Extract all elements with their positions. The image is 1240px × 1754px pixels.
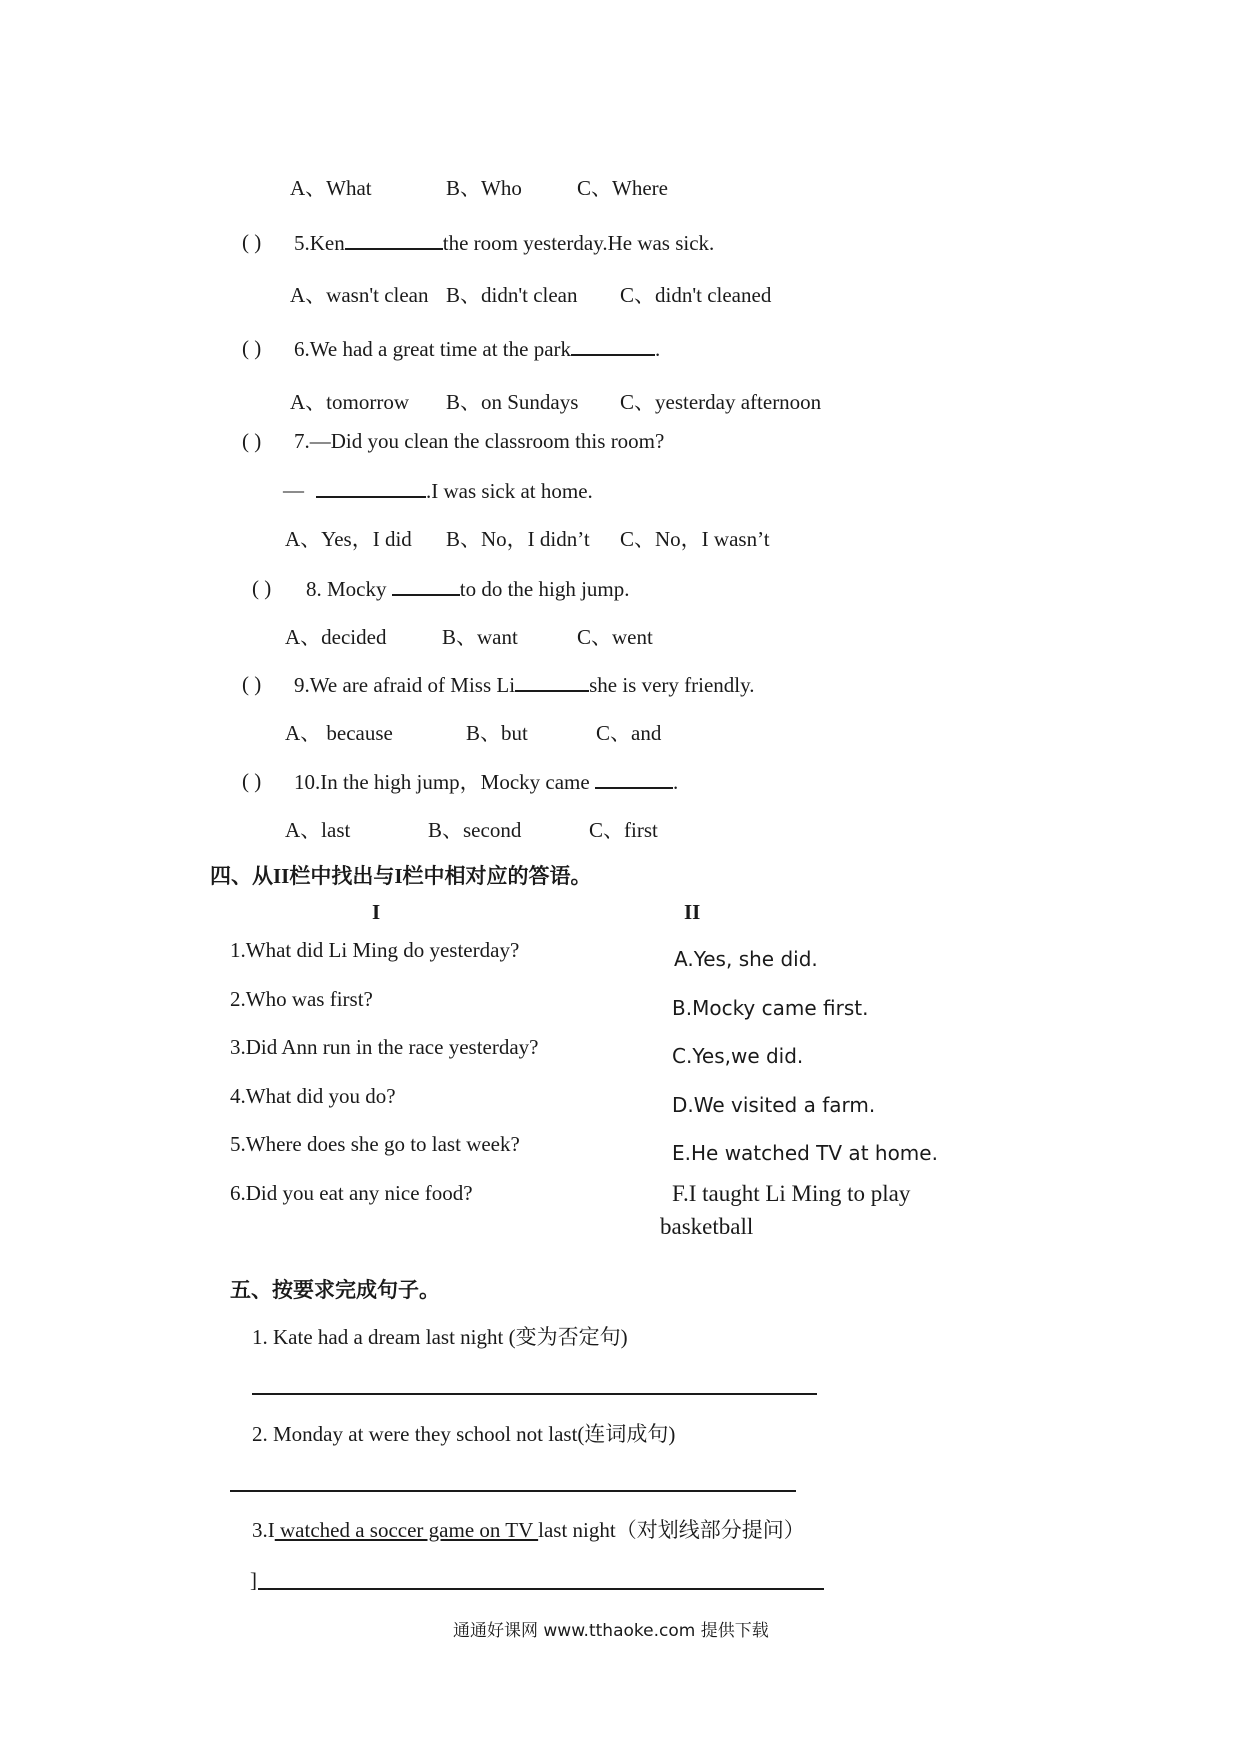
column-2-header: II [684,900,701,924]
q5-option-a: A、wasn't clean [290,283,429,307]
question-2: 2.Who was first? [230,987,373,1011]
question-5: 5.Where does she go to last week? [230,1132,520,1156]
question-3: 3.Did Ann run in the race yesterday? [230,1035,539,1059]
question-4: 4.What did you do? [230,1084,396,1108]
q10-option-b: B、second [428,818,522,842]
q7-option-c: C、No，I wasn’t [620,527,770,551]
sentence-1: 1. Kate had a dream last night (变为否定句) [252,1325,628,1349]
q6-option-a: A、tomorrow [290,390,409,414]
q9-option-b: B、but [466,721,528,745]
q7-option-a: A、Yes，I did [285,527,412,551]
section4-heading: 四、从II栏中找出与I栏中相对应的答语。 [210,864,592,888]
answer-b: B.Mocky came first. [672,996,869,1020]
q4-option-b: B、Who [446,176,522,200]
answer-f-continued: basketball [660,1214,754,1239]
q8-paren: ( ) [252,576,272,600]
q7-paren: ( ) [242,429,262,453]
answer-d: D.We visited a farm. [672,1093,876,1117]
q5-paren: ( ) [242,230,262,254]
answer-line-2 [230,1490,796,1492]
q10-paren: ( ) [242,769,262,793]
answer-line-1 [252,1393,817,1395]
q7-question: 7.—Did you clean the classroom this room? [294,429,665,453]
q7-option-b: B、No，I didn’t [446,527,590,551]
answer-f: F.I taught Li Ming to play [672,1181,911,1206]
answer-e: E.He watched TV at home. [672,1141,938,1165]
q8-question: 8. Mocky to do the high jump. [306,577,630,601]
q9-paren: ( ) [242,672,262,696]
q4-option-c: C、Where [577,176,668,200]
answer-line-3 [258,1588,824,1590]
q8-option-c: C、went [577,625,653,649]
underlined-part: watched a soccer game on TV [274,1518,539,1542]
q6-paren: ( ) [242,336,262,360]
q8-option-b: B、want [442,625,518,649]
q4-option-a: A、What [290,176,372,200]
q6-option-b: B、on Sundays [446,390,579,414]
column-1-header: I [372,900,381,924]
q10-option-c: C、first [589,818,658,842]
question-1: 1.What did Li Ming do yesterday? [230,938,520,962]
q5-option-c: C、didn't cleaned [620,283,772,307]
answer-c: C.Yes,we did. [672,1044,804,1068]
q5-option-b: B、didn't clean [446,283,578,307]
q7-dash: — [283,478,304,502]
q7-answer-line: .I was sick at home. [316,477,593,504]
section5-heading: 五、按要求完成句子。 [230,1278,440,1302]
answer-a: A.Yes, she did. [674,947,818,971]
q9-option-c: C、and [596,721,662,745]
q10-option-a: A、last [285,818,351,842]
sentence-3: 3.I watched a soccer game on TV last night（对划线部分提问） [252,1518,805,1542]
q6-option-c: C、yesterday afternoon [620,390,822,414]
question-6: 6.Did you eat any nice food? [230,1181,473,1205]
q9-option-a: A、 because [285,721,393,745]
q9-question: 9.We are afraid of Miss Li she is very friendly. [294,673,755,697]
q5-question: 5.Ken the room yesterday.He was sick. [294,231,715,255]
sentence-2: 2. Monday at were they school not last(连词成句) [252,1422,676,1446]
q10-question: 10.In the high jump，Mocky came . [294,770,679,794]
footer-text: 通通好课网 www.tthaoke.com 提供下载 [453,1621,769,1641]
answer-bracket: ] [250,1568,257,1592]
q8-option-a: A、decided [285,625,387,649]
q6-question: 6.We had a great time at the park . [294,337,661,361]
